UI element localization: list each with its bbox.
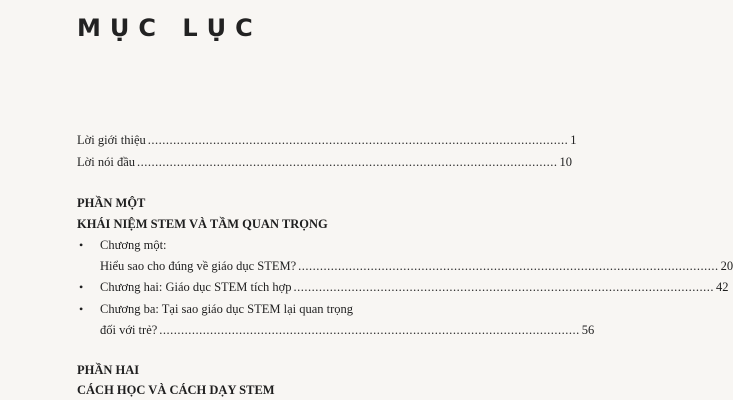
bullet-icon: •	[79, 302, 84, 316]
toc-entry-label: Lời giới thiệu	[77, 133, 146, 147]
toc-entry-label: Chương hai: Giáo dục STEM tích hợp	[100, 280, 292, 294]
toc-page-number: 42	[716, 280, 729, 294]
toc-entry-label: Lời nói đầu	[77, 155, 135, 169]
toc-page-number: 1	[570, 133, 577, 147]
part-two-title: CÁCH HỌC VÀ CÁCH DẠY STEM	[77, 383, 275, 397]
toc-entry-loi-noi-dau[interactable]	[77, 153, 572, 171]
chapter-three-heading[interactable]: Chương ba: Tại sao giáo dục STEM lại quan trọng	[100, 302, 354, 316]
part-one-label: PHẦN MỘT	[77, 196, 146, 210]
toc-entry-label: Hiểu sao cho đúng về giáo dục STEM?	[100, 259, 297, 273]
dot-leader: ....................................................................................................................	[293, 280, 715, 294]
toc-entry-label: đối với trẻ?	[100, 323, 158, 337]
dot-leader: ....................................................................................................................	[147, 133, 569, 147]
toc-page-number: 10	[559, 155, 572, 169]
toc-entry-chuong-mot[interactable]	[100, 257, 733, 275]
part-one-title: KHÁI NIỆM STEM VÀ TẦM QUAN TRỌNG	[77, 217, 328, 231]
chapter-one-heading[interactable]: Chương một:	[100, 238, 167, 252]
dot-leader: ....................................................................................................................	[159, 323, 580, 337]
toc-entry-chuong-hai[interactable]	[100, 278, 729, 296]
toc-entry-loi-gioi-thieu[interactable]	[77, 131, 577, 149]
bullet-icon: •	[79, 238, 84, 252]
toc-page-number: 56	[581, 323, 595, 337]
dot-leader: ....................................................................................................................	[298, 259, 719, 273]
page-title: MỤC LỤC	[77, 14, 262, 42]
bullet-icon: •	[79, 280, 84, 294]
dot-leader: ....................................................................................................................	[137, 155, 558, 169]
toc-page-number: 20	[720, 259, 733, 273]
part-two-label: PHẦN HAI	[77, 363, 140, 377]
toc-entry-chuong-ba[interactable]	[100, 321, 595, 339]
